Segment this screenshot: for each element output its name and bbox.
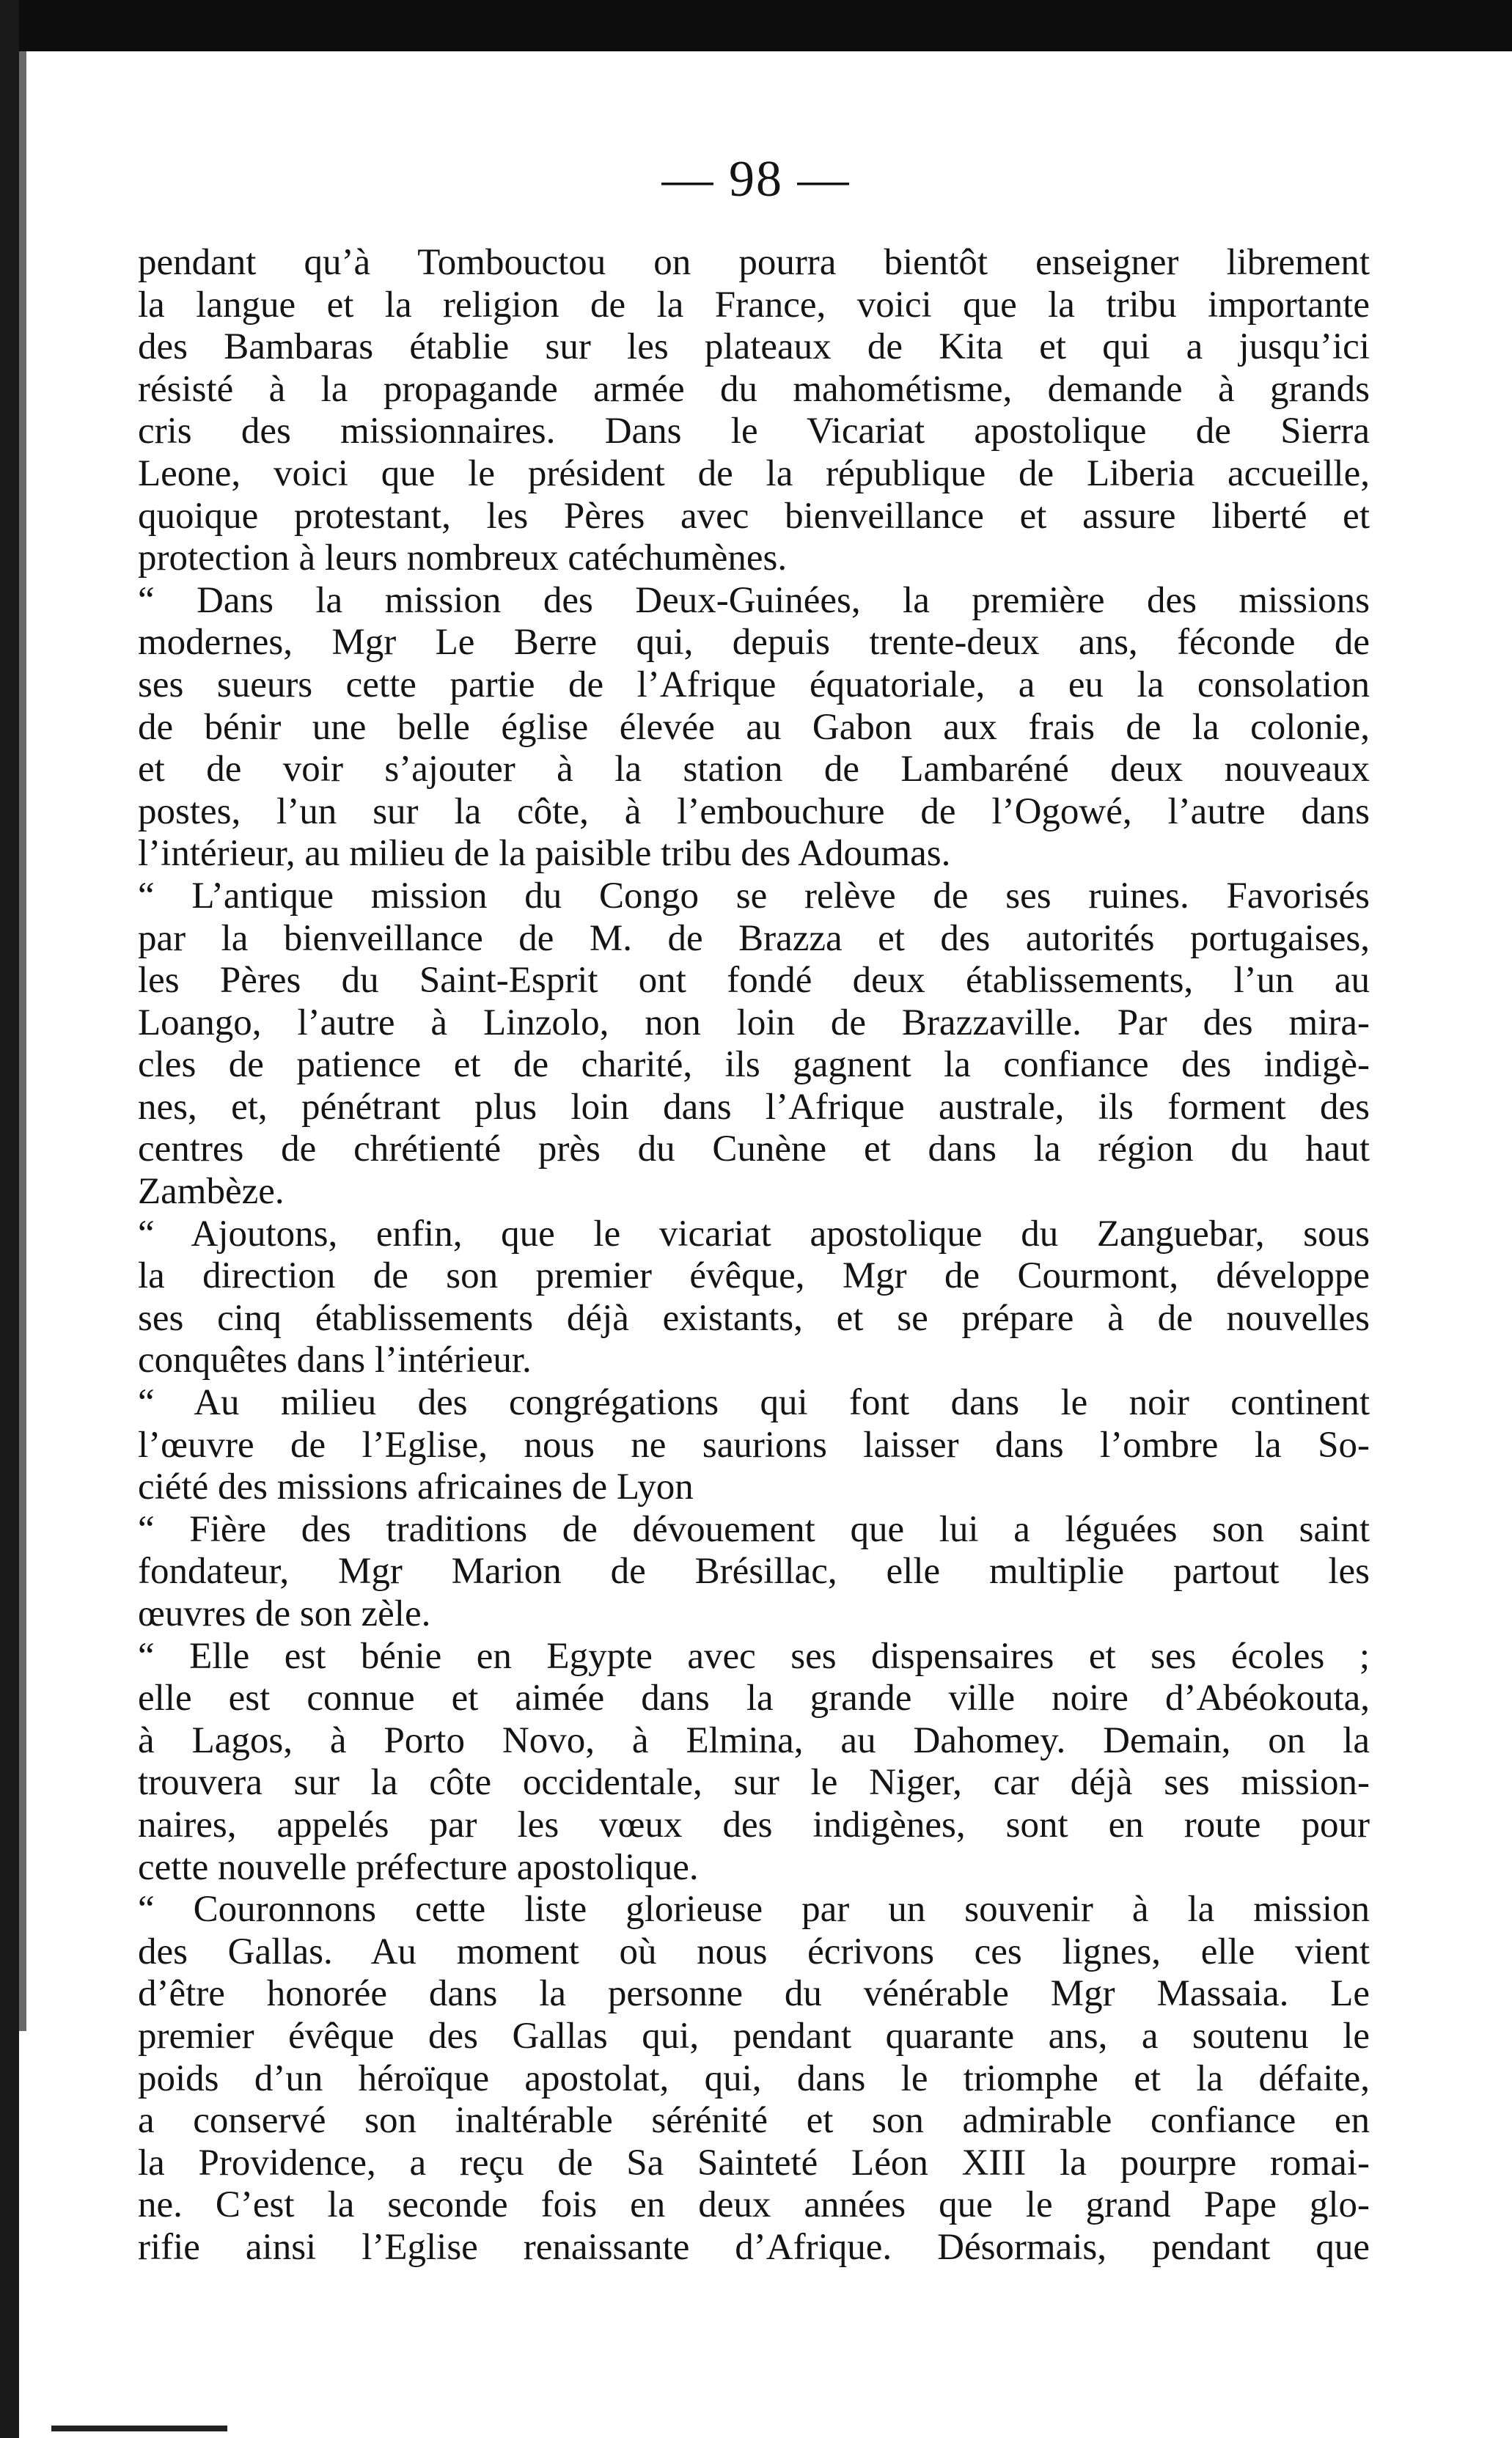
text-line: les Pères du Saint-Esprit ont fondé deux établissements, l’un au [138, 960, 1370, 1002]
text-line: trouvera sur la côte occidentale, sur le Niger, car déjà ses mission- [138, 1762, 1370, 1804]
text-line: a conservé son inaltérable sérénité et son admirable confiance en [138, 2100, 1370, 2142]
text-line: pendant qu’à Tombouctou on pourra bientôt enseigner librement [138, 242, 1370, 283]
text-line: la Providence, a reçu de Sa Sainteté Léon XIII la pourpre romai- [138, 2142, 1370, 2184]
page-number: — 98 — [661, 151, 851, 208]
text-line: la langue et la religion de la France, voici que la tribu importante [138, 284, 1370, 326]
text-line: ses sueurs cette partie de l’Afrique équatoriale, a eu la consolation [138, 664, 1370, 705]
text-line: ciété des missions africaines de Lyon [138, 1466, 694, 1508]
text-line: des Gallas. Au moment où nous écrivons ces lignes, elle vient [138, 1931, 1370, 1972]
bottom-edge-rule [51, 2426, 227, 2431]
text-line: fondateur, Mgr Marion de Brésillac, elle multiplie partout les [138, 1551, 1370, 1593]
text-line: des Bambaras établie sur les plateaux de Kita et qui a jusqu’ici [138, 326, 1370, 368]
text-line: “ L’antique mission du Congo se relève de ses ruines. Favorisés [138, 875, 1370, 917]
text-line: Leone, voici que le président de la république de Liberia accueille, [138, 452, 1370, 494]
text-line: “ Couronnons cette liste glorieuse par un souvenir à la mission [138, 1889, 1370, 1931]
text-line: ses cinq établissements déjà existants, et se prépare à de nouvelles [138, 1297, 1370, 1339]
text-line: d’être honorée dans la personne du vénérable Mgr Massaia. Le [138, 1973, 1370, 2015]
text-line: rifie ainsi l’Eglise renaissante d’Afrique. Désormais, pendant que [138, 2226, 1370, 2268]
top-edge-rule [0, 0, 1512, 51]
text-line: cles de patience et de charité, ils gagnent la confiance des indigè- [138, 1044, 1370, 1086]
text-line: postes, l’un sur la côte, à l’embouchure de l’Ogowé, l’autre dans [138, 790, 1370, 832]
text-line: Zambèze. [138, 1171, 285, 1213]
text-line: “ Elle est bénie en Egypte avec ses dispensaires et ses écoles ; [138, 1635, 1370, 1677]
left-binding-edge [0, 0, 19, 2438]
text-line: elle est connue et aimée dans la grande ville noire d’Abéokouta, [138, 1678, 1370, 1719]
body-text [138, 242, 1370, 2269]
text-line: naires, appelés par les vœux des indigènes, sont en route pour [138, 1804, 1370, 1846]
text-line: Loango, l’autre à Linzolo, non loin de Brazzaville. Par des mira- [138, 1002, 1370, 1043]
text-line: la direction de son premier évêque, Mgr de Courmont, développe [138, 1255, 1370, 1297]
text-line: à Lagos, à Porto Novo, à Elmina, au Dahomey. Demain, on la [138, 1719, 1370, 1761]
text-line: quoique protestant, les Pères avec bienveillance et assure liberté et [138, 495, 1370, 537]
left-binding-shadow [19, 51, 26, 2031]
text-line: “ Ajoutons, enfin, que le vicariat apostolique du Zanguebar, sous [138, 1213, 1370, 1255]
text-line: conquêtes dans l’intérieur. [138, 1340, 532, 1381]
text-line: et de voir s’ajouter à la station de Lambaréné deux nouveaux [138, 749, 1370, 790]
text-line: premier évêque des Gallas qui, pendant quarante ans, a soutenu le [138, 2015, 1370, 2057]
text-line: modernes, Mgr Le Berre qui, depuis trente-deux ans, féconde de [138, 622, 1370, 664]
text-line: nes, et, pénétrant plus loin dans l’Afrique australe, ils forment des [138, 1086, 1370, 1128]
text-line: l’œuvre de l’Eglise, nous ne saurions laisser dans l’ombre la So- [138, 1424, 1370, 1466]
text-line: “ Dans la mission des Deux-Guinées, la première des missions [138, 579, 1370, 621]
text-line: cris des missionnaires. Dans le Vicariat apostolique de Sierra [138, 411, 1370, 452]
text-line: l’intérieur, au milieu de la paisible tribu des Adoumas. [138, 833, 951, 875]
text-line: “ Fière des traditions de dévouement que lui a léguées son saint [138, 1508, 1370, 1550]
text-line: “ Au milieu des congrégations qui font dans le noir continent [138, 1382, 1370, 1424]
text-line: ne. C’est la seconde fois en deux années que le grand Pape glo- [138, 2184, 1370, 2226]
text-line: protection à leurs nombreux catéchumènes. [138, 537, 788, 579]
text-line: œuvres de son zèle. [138, 1593, 431, 1634]
text-line: poids d’un héroïque apostolat, qui, dans le triomphe et la défaite, [138, 2057, 1370, 2099]
text-line: de bénir une belle église élevée au Gabon aux frais de la colonie, [138, 706, 1370, 748]
text-line: par la bienveillance de M. de Brazza et des autorités portugaises, [138, 917, 1370, 959]
text-line: centres de chrétienté près du Cunène et dans la région du haut [138, 1128, 1370, 1170]
text-line: cette nouvelle préfecture apostolique. [138, 1846, 699, 1888]
text-line: résisté à la propagande armée du mahométisme, demande à grands [138, 368, 1370, 410]
